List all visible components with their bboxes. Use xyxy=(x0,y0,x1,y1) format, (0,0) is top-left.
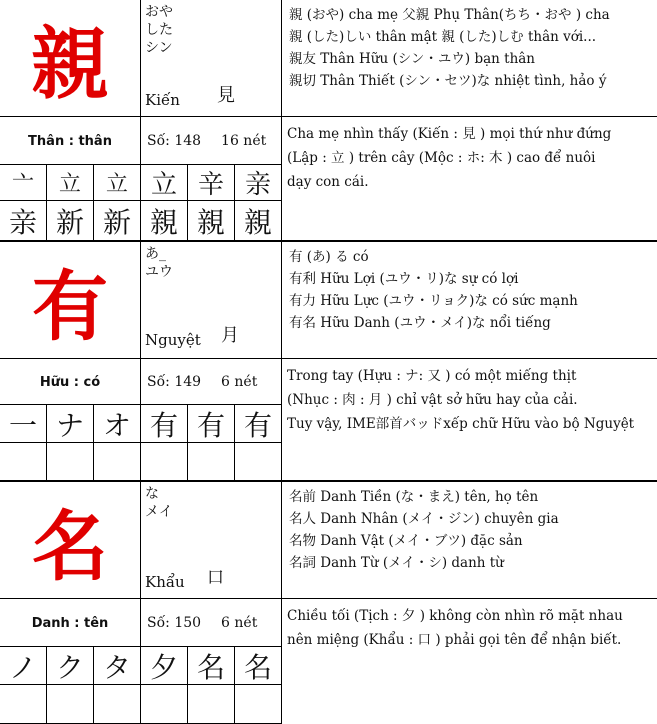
reading-on: ユウ xyxy=(145,264,173,280)
stroke-cell: 新 xyxy=(94,201,141,240)
compound-line: 親切 Thân Thiết (シン・セツ)な nhiệt tình, hảo ý xyxy=(289,73,607,89)
compound-line: 親友 Thân Hữu (シン・ユウ) bạn thân xyxy=(289,51,536,67)
stroke-cell: 名 xyxy=(235,647,282,685)
stroke-cell: オ xyxy=(94,405,141,443)
reading-kun-2: した xyxy=(145,22,173,38)
stroke-cell: ク xyxy=(47,647,94,685)
reading-box xyxy=(141,482,281,598)
reading-box xyxy=(141,242,281,358)
stroke-cell: 夕 xyxy=(141,647,188,685)
kanji-entry-3 xyxy=(0,482,657,724)
compound-line: 名人 Danh Nhân (メイ・ジン) chuyên gia xyxy=(289,511,559,527)
stroke-cell-empty xyxy=(235,685,282,724)
stroke-count: 16 nét xyxy=(221,133,267,149)
kanji-name: Danh : tên xyxy=(31,615,109,631)
stroke-cell-empty xyxy=(141,443,188,480)
story-line: Cha mẹ nhìn thấy (Kiến : 見 ) mọi thứ như đứng xyxy=(287,126,612,142)
stroke-cell: タ xyxy=(94,647,141,685)
story-line: Tuy vậy, IME部首バッドxếp chữ Hữu vào bộ Nguyệt xyxy=(287,416,635,432)
compound-line: 有力 Hữu Lực (ユウ・リョク)な có sức mạnh xyxy=(289,293,578,309)
stroke-order-grid xyxy=(0,647,282,724)
stroke-cell-empty xyxy=(47,685,94,724)
mnemonic-story xyxy=(283,118,655,240)
stroke-cell-empty xyxy=(188,685,235,724)
compound-line: 名詞 Danh Từ (メイ・シ) danh từ xyxy=(289,555,504,571)
story-line: (Nhục : 肉 : 月 ) chỉ vật sở hữu hay của cải. xyxy=(287,392,578,408)
kanji-entry-1 xyxy=(0,0,657,242)
stroke-cell: 亲 xyxy=(235,165,282,201)
stroke-cell: 立 xyxy=(94,165,141,201)
reading-box xyxy=(141,0,281,116)
kanji-name: Hữu : có xyxy=(39,374,101,390)
stroke-cell: 有 xyxy=(141,405,188,443)
stroke-cell: 亠 xyxy=(0,165,47,201)
stroke-count-row xyxy=(141,600,281,646)
stroke-order-grid xyxy=(0,165,282,240)
compound-line: 親 (おや) cha mẹ 父親 Phụ Thân(ちち・おや ) cha xyxy=(289,7,610,23)
kanji-name: Thân : thân xyxy=(28,133,112,149)
compound-words xyxy=(283,242,655,358)
stroke-cell: 親 xyxy=(235,201,282,240)
stroke-cell: 新 xyxy=(47,201,94,240)
stroke-cell: 辛 xyxy=(188,165,235,201)
compound-words xyxy=(283,482,655,598)
stroke-cell: 亲 xyxy=(0,201,47,240)
story-line: (Lập : 立 ) trên cây (Mộc : ホ: 木 ) cao để nuôi xyxy=(287,150,596,166)
stroke-cell: 有 xyxy=(188,405,235,443)
stroke-cell-empty xyxy=(188,443,235,480)
radical-character: 月 xyxy=(221,325,239,346)
reading-on: メイ xyxy=(145,504,173,520)
kanji-number: Số: 148 xyxy=(147,133,202,149)
stroke-cell: 一 xyxy=(0,405,47,443)
story-line: Trong tay (Hựu : ナ: 又 ) có một miếng thịt xyxy=(287,368,577,384)
stroke-cell-empty xyxy=(235,443,282,480)
stroke-cell-empty xyxy=(141,685,188,724)
radical-label: Kiến xyxy=(145,91,180,109)
kanji-character: 名 xyxy=(32,501,108,591)
stroke-cell: 立 xyxy=(141,165,188,201)
compound-line: 有利 Hữu Lợi (ユウ・リ)な sự có lợi xyxy=(289,271,519,287)
story-line: Chiều tối (Tịch : 夕 ) không còn nhìn rõ mặt nhau xyxy=(287,608,623,624)
reading-kun: な xyxy=(145,486,159,502)
stroke-order-grid xyxy=(0,405,282,480)
stroke-cell: 親 xyxy=(188,201,235,240)
kanji-character: 有 xyxy=(32,261,108,351)
stroke-count: 6 nét xyxy=(221,615,258,631)
stroke-cell: ノ xyxy=(0,647,47,685)
radical-label: Nguyệt xyxy=(145,331,201,349)
radical-character: 口 xyxy=(207,568,224,588)
stroke-cell: 立 xyxy=(47,165,94,201)
stroke-cell: ナ xyxy=(47,405,94,443)
compound-line: 名前 Danh Tiền (な・まえ) tên, họ tên xyxy=(289,489,539,505)
reading-on: シン xyxy=(145,40,173,56)
stroke-cell: 有 xyxy=(235,405,282,443)
story-line: nên miệng (Khẩu : 口 ) phải gọi tên để nhận biết. xyxy=(287,632,622,648)
stroke-cell: 名 xyxy=(188,647,235,685)
stroke-count-row xyxy=(141,360,281,404)
stroke-cell-empty xyxy=(94,443,141,480)
compound-line: 親 (した)しい thân mật 親 (した)しむ thân với... xyxy=(289,29,597,45)
stroke-count: 6 nét xyxy=(221,374,258,390)
kanji-number: Số: 150 xyxy=(147,615,202,631)
reading-kun: あ_ xyxy=(145,246,166,262)
stroke-cell-empty xyxy=(0,443,47,480)
kanji-number: Số: 149 xyxy=(147,374,202,390)
stroke-cell: 親 xyxy=(141,201,188,240)
kanji-entry-2 xyxy=(0,242,657,482)
compound-line: 名物 Danh Vật (メイ・ブツ) đặc sản xyxy=(289,533,523,549)
stroke-count-row xyxy=(141,118,281,164)
mnemonic-story xyxy=(283,360,655,480)
radical-label: Khẩu xyxy=(145,573,185,591)
story-line: dạy con cái. xyxy=(287,174,369,190)
stroke-cell-empty xyxy=(0,685,47,724)
stroke-cell-empty xyxy=(94,685,141,724)
compound-words xyxy=(283,0,655,116)
kanji-character: 親 xyxy=(30,19,109,110)
reading-kun-1: おや xyxy=(145,4,173,20)
compound-line: 有名 Hữu Danh (ユウ・メイ)な nổi tiếng xyxy=(289,315,551,331)
stroke-cell-empty xyxy=(47,443,94,480)
compound-line: 有 (あ) る có xyxy=(289,249,369,265)
radical-character: 見 xyxy=(217,85,235,106)
mnemonic-story xyxy=(283,600,655,720)
